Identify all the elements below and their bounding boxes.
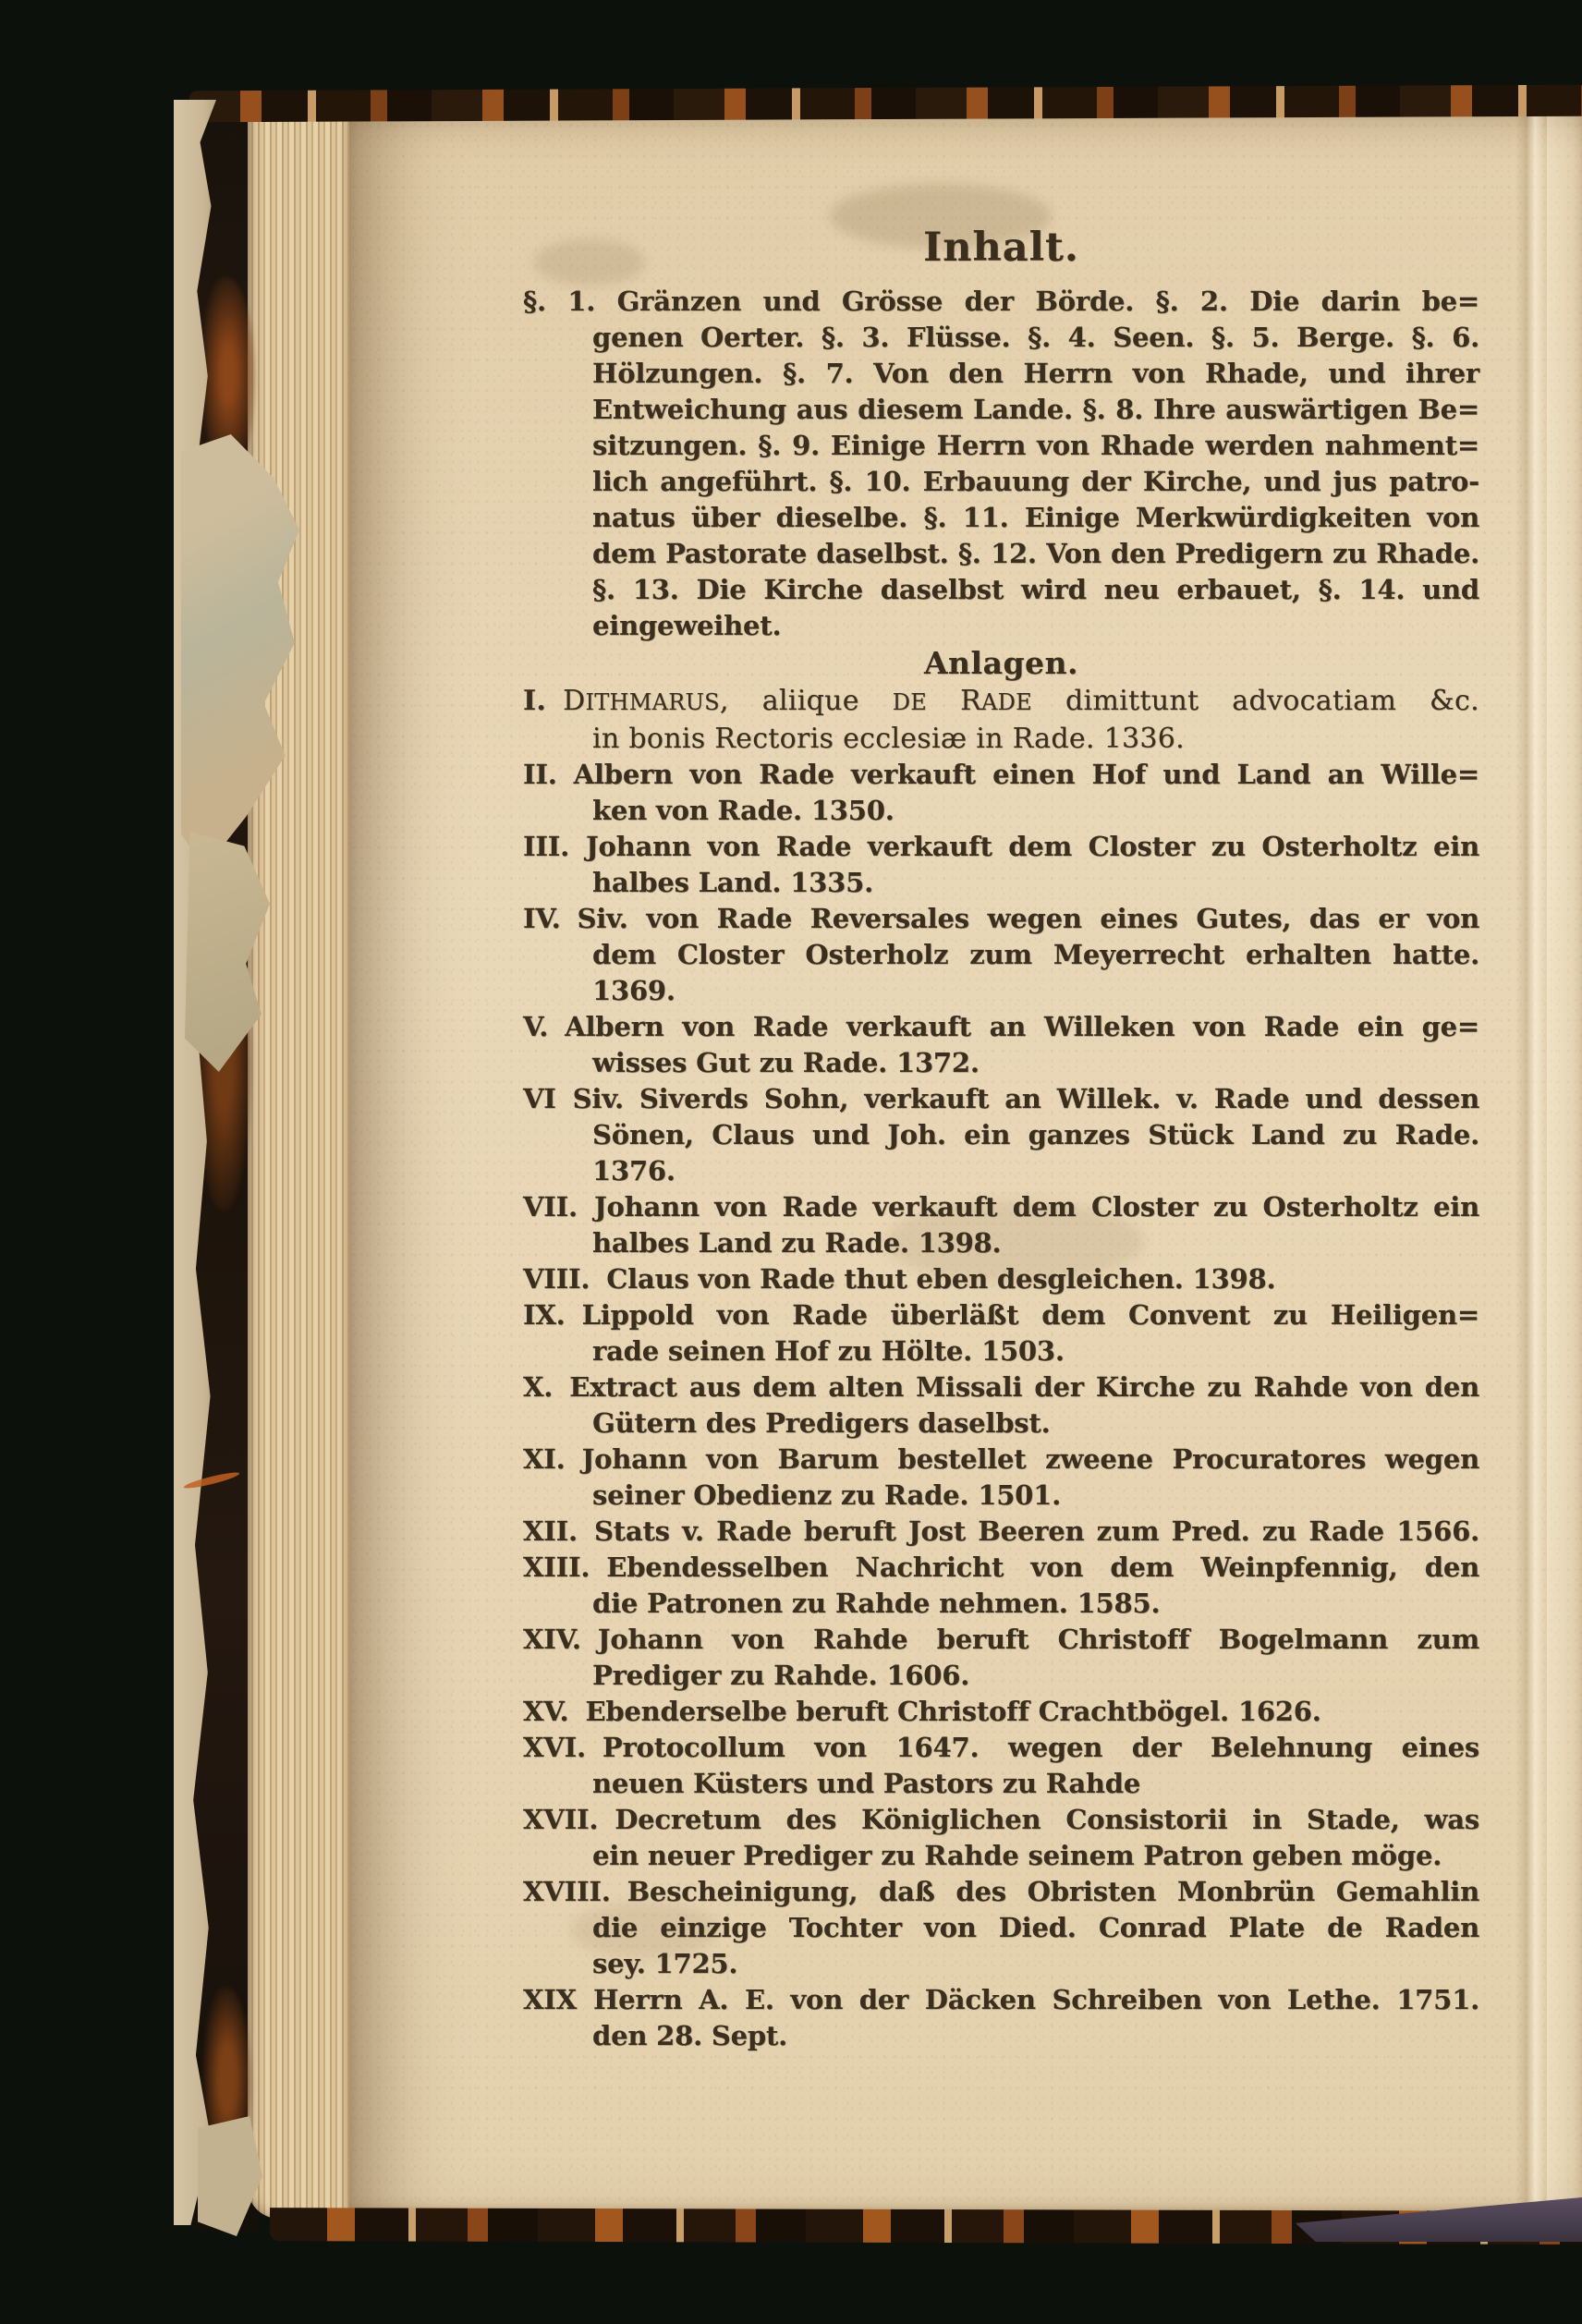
appendix-entry [523,1802,1479,1874]
entry-line: Prediger zu Rahde. 1606. [592,1660,970,1691]
appendix-list [523,683,1479,2054]
entry-line: die Patronen zu Rahde nehmen. 1585. [592,1588,1161,1619]
entry-line: VIII. Claus von Rade thut eben desgleichen. 1398. [523,1263,1276,1295]
entry-line: XVIII. Bescheinigung, daß des Obristen Monbrün Gemahlin [523,1876,1479,1907]
entry-numeral: VI [523,1083,556,1114]
appendix-entry [523,1730,1479,1802]
entry-line: XII. Stats v. Rade beruft Jost Beeren zum Pred. zu Rade 1566. [523,1515,1479,1547]
appendix-entry [523,1874,1479,1982]
appendix-entry [523,829,1479,901]
entry-numeral: XVII. [523,1804,599,1835]
appendix-entry [523,1982,1479,2054]
page-title: Inhalt. [923,225,1079,271]
entry-line: wisses Gut zu Rade. 1372. [592,1047,980,1078]
toc-paragraph-line: eingeweihet. [592,610,782,641]
toc-paragraph-line: lich angeführt. §. 10. Erbauung der Kirche, und jus patro- [592,466,1479,497]
entry-numeral: XVI. [523,1732,586,1763]
entry-line: XVII. Decretum des Königlichen Consistorii in Stade, was [523,1804,1479,1835]
entry-line: V. Albern von Rade verkauft an Willeken von Rade ein ge= [523,1011,1479,1042]
appendix-entry [523,1622,1479,1694]
entry-numeral: XII. [523,1515,578,1547]
entry-numeral: II. [523,759,557,790]
entry-line: ein neuer Prediger zu Rahde seinem Patron geben möge. [592,1840,1442,1871]
printed-text-block [523,225,1479,2054]
entry-numeral: XVIII. [523,1876,611,1907]
entry-line: Gütern des Predigers daselbst. [592,1407,1051,1439]
appendix-entry [523,1514,1479,1550]
appendix-entry [523,757,1479,829]
entry-numeral: VII. [523,1191,578,1223]
appendix-entry [523,1297,1479,1369]
entry-line: sey. 1725. [592,1948,738,1979]
entry-numeral: X. [523,1371,554,1403]
entry-line: VI Siv. Siverds Sohn, verkauft an Willek. v. Rade und dessen [523,1083,1479,1114]
toc-summary-paragraph [523,284,1479,644]
toc-paragraph-line: genen Oerter. §. 3. Flüsse. §. 4. Seen. §. 5. Berge. §. 6. [592,322,1479,353]
appendix-entry [523,1261,1479,1297]
entry-line: halbes Land. 1335. [592,867,873,898]
entry-line: VII. Johann von Rade verkauft dem Closter zu Osterholtz ein [523,1191,1479,1223]
entry-line: XI. Johann von Barum bestellet zweene Procuratores wegen [523,1443,1479,1475]
appendix-entry [523,1694,1479,1730]
appendix-heading: Anlagen. [923,645,1079,681]
entry-numeral: XIII. [523,1551,590,1583]
entry-numeral: III. [523,831,569,862]
toc-paragraph-line: natus über dieselbe. §. 11. Einige Merkwürdigkeiten von [592,502,1479,533]
entry-numeral: IX. [523,1299,566,1331]
entry-numeral: XIV. [523,1624,581,1655]
entry-numeral: XV. [523,1696,569,1727]
toc-paragraph-line: Entweichung aus diesem Lande. §. 8. Ihre auswärtigen Be= [592,394,1479,425]
appendix-entry [523,1189,1479,1261]
entry-line: II. Albern von Rade verkauft einen Hof und Land an Wille= [523,759,1479,790]
entry-line: die einzige Tochter von Died. Conrad Plate de Raden [592,1912,1479,1943]
entry-line: den 28. Sept. [592,2020,788,2051]
entry-line: halbes Land zu Rade. 1398. [592,1227,1002,1259]
toc-paragraph-line: §. 1. Gränzen und Grösse der Börde. §. 2. Die darin be= [523,286,1479,317]
book-page [349,101,1582,2215]
appendix-entry [523,1081,1479,1189]
entry-line: XIV. Johann von Rahde beruft Christoff Bogelmann zum [523,1624,1479,1655]
entry-numeral: IV. [523,903,561,934]
entry-line: neuen Küsters und Pastors zu Rahde [592,1768,1141,1799]
appendix-entry [523,1369,1479,1442]
entry-numeral: I. [523,685,547,717]
entry-line: rade seinen Hof zu Hölte. 1503. [592,1335,1065,1367]
toc-paragraph-line: dem Pastorate daselbst. §. 12. Von den Predigern zu Rhade. [592,538,1479,569]
entry-line: seiner Obedienz zu Rade. 1501. [592,1479,1062,1511]
entry-line: IV. Siv. von Rade Reversales wegen eines Gutes, das er von [523,903,1479,934]
entry-line: dem Closter Osterholz zum Meyerrecht erhalten hatte. 1369. [592,939,1479,1006]
entry-line: Sönen, Claus und Joh. ein ganzes Stück Land zu Rade. 1376. [592,1119,1479,1186]
toc-paragraph-line: Hölzungen. §. 7. Von den Herrn von Rhade, und ihrer [592,358,1479,389]
entry-line: ken von Rade. 1350. [592,795,894,826]
toc-paragraph-line: sitzungen. §. 9. Einige Herrn von Rhade werden nahment= [592,430,1479,461]
entry-line: XVI. Protocollum von 1647. wegen der Belehnung eines [523,1732,1479,1763]
page-right-highlight [1547,101,1582,2215]
entry-numeral: V. [523,1011,549,1042]
entry-line: IX. Lippold von Rade überläßt dem Convent zu Heiligen= [523,1299,1479,1331]
appendix-entry [523,683,1479,757]
entry-line: XV. Ebenderselbe beruft Christoff Crachtbögel. 1626. [523,1696,1321,1727]
entry-line: XIX Herrn A. E. von der Däcken Schreiben von Lethe. 1751. [523,1984,1479,2015]
entry-numeral: XI. [523,1443,566,1475]
appendix-entry [523,1009,1479,1081]
entry-line: in bonis Rectoris ecclesiæ in Rade. 1336. [592,723,1185,755]
entry-line: XIII. Ebendesselben Nachricht von dem Weinpfennig, den [523,1551,1479,1583]
appendix-entry [523,1550,1479,1622]
appendix-entry [523,901,1479,1009]
top-binding-edge [189,85,1582,123]
entry-line: X. Extract aus dem alten Missali der Kirche zu Rahde von den [523,1371,1479,1403]
entry-numeral: XIX [523,1984,577,2015]
entry-numeral: VIII. [523,1263,590,1295]
entry-line: I. DITHMARUS, aliique DE RADE dimittunt advocatiam &c. [523,685,1479,717]
appendix-entry [523,1442,1479,1514]
entry-line: III. Johann von Rade verkauft dem Closter zu Osterholtz ein [523,831,1479,862]
page-edges-fan [248,98,359,2219]
page-crease [1515,101,1547,2215]
toc-paragraph-line: §. 13. Die Kirche daselbst wird neu erbauet, §. 14. und [592,574,1479,605]
